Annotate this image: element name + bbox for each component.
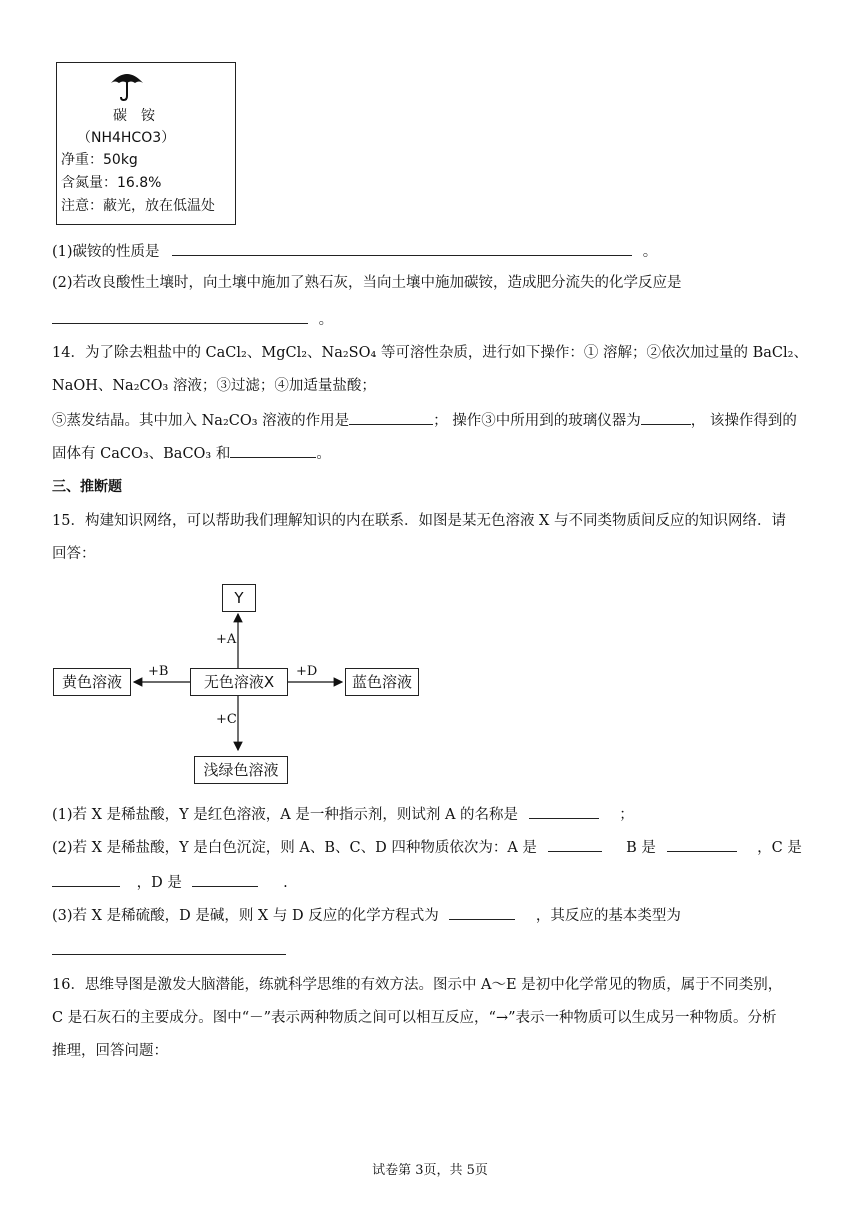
q16-line3: 推理，回答问题： [52,1043,168,1059]
q13-part2: (2)若改良酸性土壤时，向土壤中施加了熟石灰，当向土壤中施加碳铵，造成肥分流失的化学反应是 [52,275,682,291]
q16-line2: C 是石灰石的主要成分。图中“－”表示两种物质之间可以相互反应，“→”表示一种物质可以生成另一种物质。分析 [52,1010,777,1026]
answer-blank[interactable] [667,837,737,852]
q14-text: ⑤蒸发结晶。其中加入 Na₂CO₃ 溶液的作用是 [52,413,350,429]
node-yellow-solution: 黄色溶液 [53,668,131,696]
q15-text: ，C 是 [757,840,802,856]
q15-text: ； [619,807,634,823]
q14-line1: 14．为了除去粗盐中的 CaCl₂、MgCl₂、Na₂SO₄ 等可溶性杂质，进行如下操作：① 溶解；②依次加过量的 BaCl₂、 [52,345,808,361]
label-nitrogen: 含氮量：16.8% [61,175,162,191]
label-net-weight: 净重：50kg [61,152,138,168]
arrow-label-c: +C [216,712,237,727]
q15-text: ，其反应的基本类型为 [535,908,681,924]
arrow-label-b: +B [148,664,169,679]
q15-text: B 是 [626,840,656,856]
label-formula: （NH4HCO3） [77,130,176,146]
answer-blank[interactable] [529,804,599,819]
page-footer: 试卷第 3页，共 5页 [372,1163,488,1178]
q14-text: 固体有 CaCO₃、BaCO₃ 和 [52,446,231,462]
label-note: 注意：蔽光，放在低温处 [61,198,215,214]
q16-line1: 16．思维导图是激发大脑潜能，练就科学思维的有效方法。图示中 A～E 是初中化学常见的物质，属于不同类别， [52,977,783,993]
q15-text: (2)若 X 是稀盐酸，Y 是白色沉淀，则 A、B、C、D 四种物质依次为：A 是 [52,840,537,856]
arrow-label-a: +A [216,632,237,647]
q15-sub2 [52,837,802,858]
arrow-label-d: +D [296,664,318,679]
node-colorless-solution-x: 无色溶液X [190,668,288,696]
q15-line1: 15．构建知识网络，可以帮助我们理解知识的内在联系．如图是某无色溶液 X 与不同类物质间反应的知识网络．请 [52,513,786,529]
q14-line2: NaOH、Na₂CO₃ 溶液；③过滤；④加适量盐酸； [52,378,376,394]
answer-blank[interactable] [548,837,602,852]
q13-part2-end: 。 [318,312,334,328]
node-y: Y [222,584,256,612]
q13-part1-end: 。 [642,244,658,260]
section-title: 三、推断题 [52,479,122,495]
node-light-green-solution: 浅绿色溶液 [194,756,288,784]
q13-part1-text: (1)碳铵的性质是 [52,244,160,260]
q15-sub1 [52,804,634,825]
q14-text: 。 [316,446,331,462]
answer-blank[interactable] [192,872,258,887]
q14-text: ； 操作③中所用到的玻璃仪器为 [433,413,641,429]
label-name: 碳 铵 [113,108,155,124]
answer-blank[interactable] [52,940,286,955]
q15-line2: 回答： [52,546,96,562]
q15-text: (3)若 X 是稀硫酸，D 是碱，则 X 与 D 反应的化学方程式为 [52,908,439,924]
q14-text: ， 该操作得到的 [690,413,797,429]
q15-sub3 [52,905,681,926]
answer-blank[interactable] [52,872,120,887]
q15-text: . [283,875,288,891]
answer-blank[interactable] [449,905,515,920]
q15-sub2-cont [52,872,288,893]
node-blue-solution: 蓝色溶液 [345,668,419,696]
q15-text: (1)若 X 是稀盐酸，Y 是红色溶液，A 是一种指示剂，则试剂 A 的名称是 [52,807,519,823]
q15-sub3-answer [52,940,286,961]
q15-text: ，D 是 [136,875,182,891]
